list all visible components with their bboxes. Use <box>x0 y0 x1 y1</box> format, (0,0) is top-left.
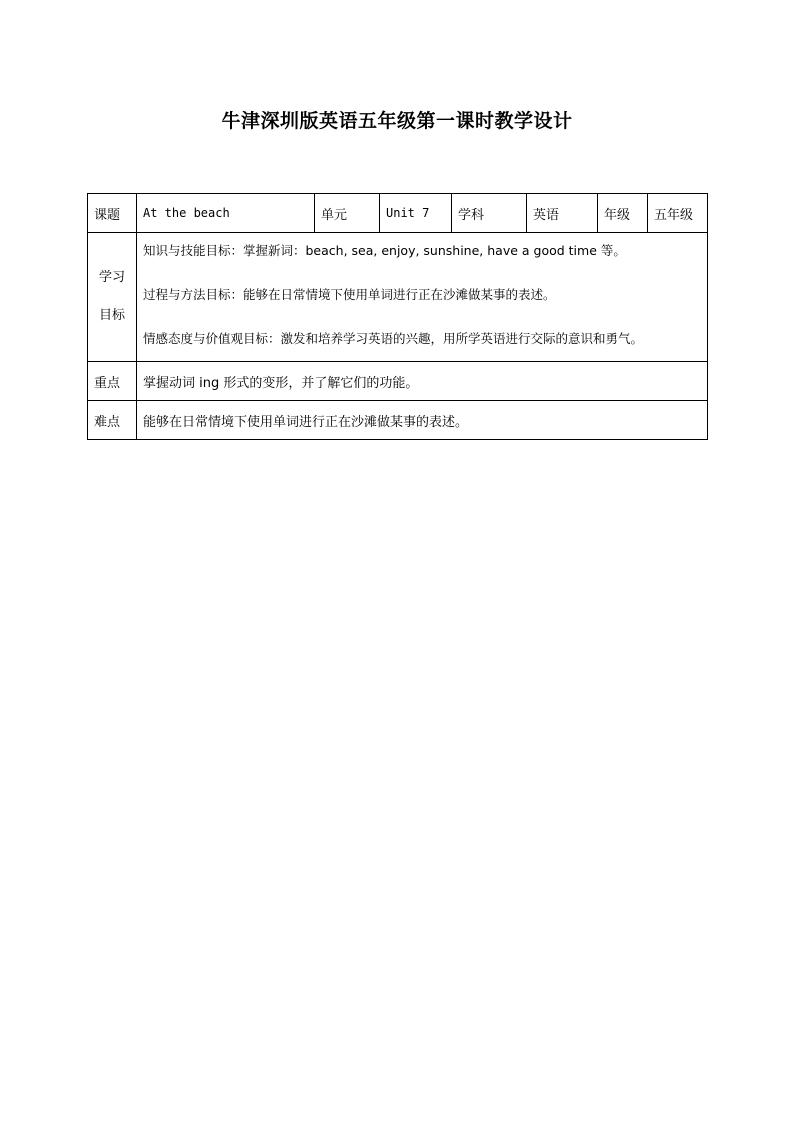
key-point-text: 掌握动词 ing 形式的变形，并了解它们的功能。 <box>137 362 708 401</box>
goals-content <box>137 233 708 362</box>
difficulty-text: 能够在日常情境下使用单词进行正在沙滩做某事的表述。 <box>137 401 708 440</box>
subject-label: 学科 <box>452 194 527 233</box>
goals-label-line2: 目标 <box>98 308 125 323</box>
goal-process: 过程与方法目标：能够在日常情境下使用单词进行正在沙滩做某事的表述。 <box>143 287 556 302</box>
grade-label: 年级 <box>598 194 648 233</box>
unit-value: Unit 7 <box>380 194 452 233</box>
table-row-key-point <box>88 362 708 401</box>
topic-value: At the beach <box>137 194 315 233</box>
goals-label <box>88 233 137 362</box>
table-row-difficulty <box>88 401 708 440</box>
difficulty-label: 难点 <box>88 401 137 440</box>
unit-label: 单元 <box>315 194 380 233</box>
table-row-header <box>88 194 708 233</box>
goals-label-line1: 学习 <box>98 270 125 285</box>
key-point-label: 重点 <box>88 362 137 401</box>
topic-label: 课题 <box>88 194 137 233</box>
goal-knowledge: 知识与技能目标：掌握新词：beach, sea, enjoy, sunshine, have a good time 等。 <box>143 243 626 258</box>
lesson-plan-table <box>87 193 708 440</box>
document-title: 牛津深圳版英语五年级第一课时教学设计 <box>221 110 573 132</box>
subject-value: 英语 <box>527 194 598 233</box>
grade-value: 五年级 <box>648 194 708 233</box>
table-row-goals <box>88 233 708 362</box>
goal-attitude: 情感态度与价值观目标：激发和培养学习英语的兴趣，用所学英语进行交际的意识和勇气。 <box>143 331 644 346</box>
